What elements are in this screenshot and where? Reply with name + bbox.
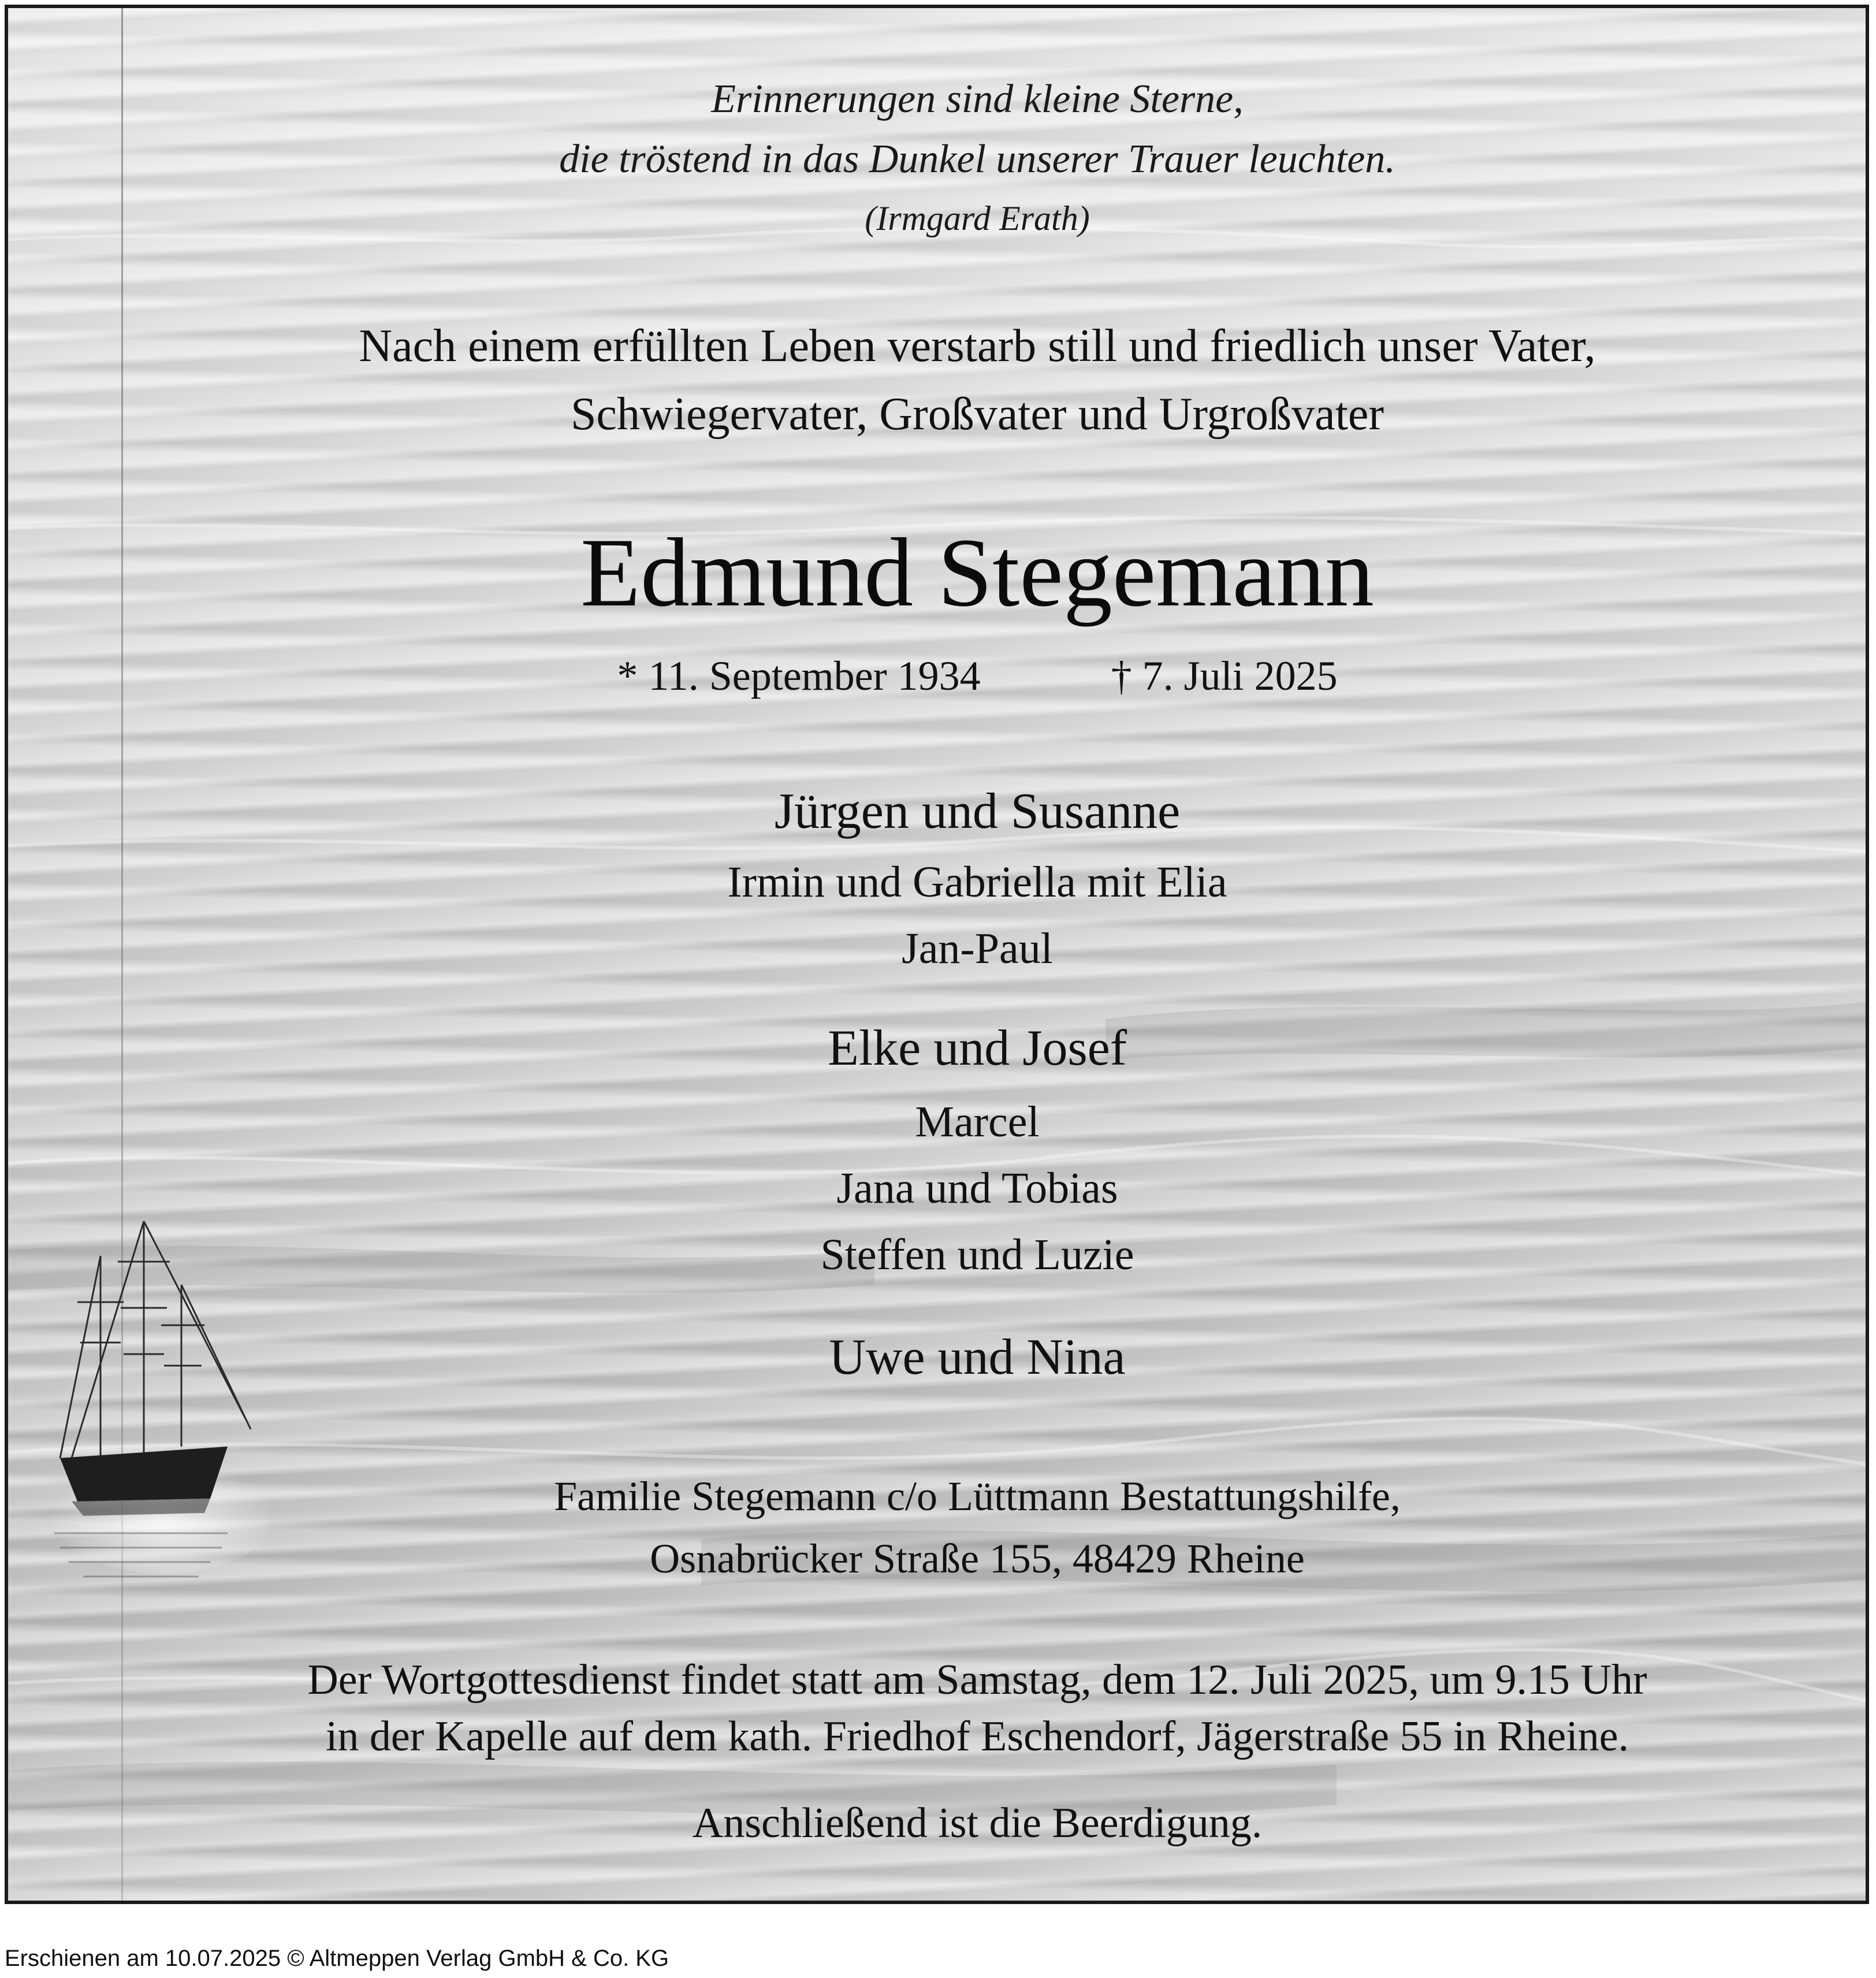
family-head: Jürgen und Susanne <box>774 783 1181 839</box>
service-line-3: Anschließend ist die Beerdigung. <box>692 1799 1263 1847</box>
quote-author: (Irmgard Erath) <box>865 199 1090 237</box>
family-head: Uwe und Nina <box>829 1329 1126 1385</box>
family-member: Marcel <box>915 1098 1040 1146</box>
birth-date: * 11. September 1934 <box>617 653 981 699</box>
service-line-1: Der Wortgottesdienst findet statt am Samstag, dem 12. Juli 2025, um 9.15 Uhr <box>307 1656 1647 1704</box>
family-member: Jan-Paul <box>902 924 1053 973</box>
family-member: Irmin und Gabriella mit Elia <box>727 858 1227 906</box>
obituary-notice <box>5 5 1869 1904</box>
quote-line-2: die tröstend in das Dunkel unserer Trauer leuchten. <box>559 137 1395 181</box>
quote-line-1: Erinnerungen sind kleine Sterne, <box>711 77 1244 121</box>
intro-line-2: Schwiegervater, Großvater und Urgroßvater <box>570 389 1384 440</box>
family-member: Jana und Tobias <box>836 1164 1118 1213</box>
family-head: Elke und Josef <box>827 1020 1127 1076</box>
contact-line-2: Osnabrücker Straße 155, 48429 Rheine <box>650 1535 1305 1582</box>
contact-line-1: Familie Stegemann c/o Lüttmann Bestattungshilfe, <box>554 1473 1401 1519</box>
life-dates <box>8 652 1869 700</box>
service-line-2: in der Kapelle auf dem kath. Friedhof Eschendorf, Jägerstraße 55 in Rheine. <box>325 1713 1629 1760</box>
death-date: † 7. Juli 2025 <box>1111 653 1338 699</box>
intro-line-1: Nach einem erfüllten Leben verstarb still und friedlich unser Vater, <box>359 321 1596 371</box>
family-member: Steffen und Luzie <box>820 1230 1134 1279</box>
deceased-name: Edmund Stegemann <box>580 518 1374 627</box>
publication-footer: Erschienen am 10.07.2025 © Altmeppen Verlag GmbH & Co. KG <box>5 1946 669 1971</box>
